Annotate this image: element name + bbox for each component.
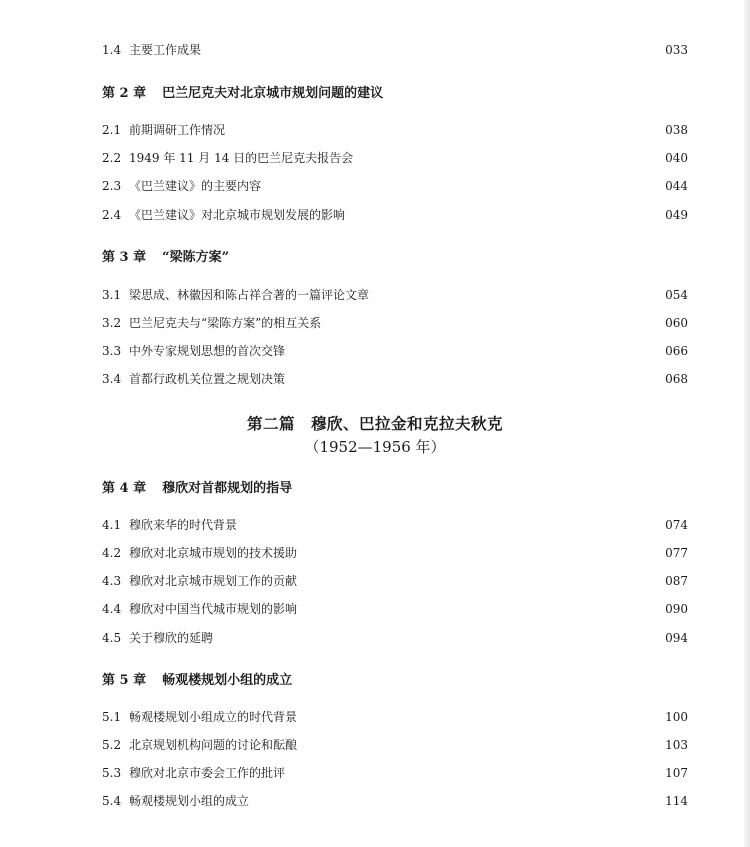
section-title: 1949 年 11 月 14 日的巴兰尼克夫报告会: [129, 151, 354, 165]
section-title: 北京规划机构问题的讨论和酝酿: [129, 738, 298, 752]
section-number: 3.3: [102, 344, 122, 358]
section-number: 4.3: [102, 574, 122, 588]
section-title: 首都行政机关位置之规划决策: [129, 372, 286, 386]
section-number: 2.1: [102, 123, 122, 137]
section-number: 4.1: [102, 518, 122, 532]
page-number: 077: [665, 546, 688, 560]
chapter-number: 第 2 章: [102, 86, 147, 101]
chapter-number: 第 3 章: [102, 250, 147, 265]
toc-entry: [102, 571, 688, 591]
section-title: 穆欣对中国当代城市规划的影响: [129, 602, 298, 616]
section-title: 穆欣对北京市委会工作的批评: [129, 766, 286, 780]
section-title: 关于穆欣的延聘: [129, 631, 214, 645]
section-number: 3.2: [102, 316, 122, 330]
section-title: 巴兰尼克夫与“梁陈方案”的相互关系: [129, 316, 322, 330]
page-number: 044: [665, 179, 688, 193]
chapter-number: 第 4 章: [102, 481, 147, 496]
toc-entry: [102, 735, 688, 755]
section-number: 2.4: [102, 208, 122, 222]
section-number: 2.2: [102, 151, 122, 165]
chapter-number: 第 5 章: [102, 673, 147, 688]
toc-entry: [102, 707, 688, 727]
chapter-title: 穆欣对首都规划的指导: [162, 481, 293, 496]
section-number: 4.2: [102, 546, 122, 560]
page-number: 087: [665, 574, 688, 588]
section-number: 5.4: [102, 794, 122, 808]
section-number: 3.1: [102, 288, 122, 302]
toc-entry: [102, 791, 688, 811]
page-number: 060: [665, 316, 688, 330]
section-number: 5.1: [102, 710, 122, 724]
toc-entry: [102, 628, 688, 648]
chapter-heading: [102, 246, 229, 270]
page-number: 054: [665, 288, 688, 302]
section-number: 4.5: [102, 631, 122, 645]
page-number: 049: [665, 208, 688, 222]
page-number: 068: [665, 372, 688, 386]
page-number: 114: [665, 794, 688, 808]
section-title: 穆欣对北京城市规划的技术援助: [129, 546, 298, 560]
chapter-title: 巴兰尼克夫对北京城市规划问题的建议: [162, 86, 384, 101]
part-2-subtitle: （1952—1956 年）: [304, 438, 446, 456]
toc-entry: [102, 599, 688, 619]
toc-entry: [102, 120, 688, 140]
chapter-heading: [102, 477, 292, 501]
section-number: 4.4: [102, 602, 122, 616]
page-number: 094: [665, 631, 688, 645]
chapter-heading: [102, 669, 292, 693]
page-number: 103: [665, 738, 688, 752]
section-number: 1.4: [102, 43, 122, 57]
section-title: 穆欣来华的时代背景: [129, 518, 238, 532]
toc-entry: [102, 285, 688, 305]
section-title: 梁思成、林徽因和陈占祥合著的一篇评论文章: [129, 288, 370, 302]
toc-entry: [102, 369, 688, 389]
toc-entry: [102, 515, 688, 535]
page-number: 107: [665, 766, 688, 780]
section-number: 5.3: [102, 766, 122, 780]
chapter-title: 畅观楼规划小组的成立: [162, 673, 293, 688]
section-title: 《巴兰建议》的主要内容: [129, 179, 262, 193]
page-number: 038: [665, 123, 688, 137]
toc-entry: [102, 176, 688, 196]
section-title: 《巴兰建议》对北京城市规划发展的影响: [129, 208, 346, 222]
part-2-title: 第二篇 穆欣、巴拉金和克拉夫秋克: [246, 414, 503, 433]
page-number: 033: [665, 43, 688, 57]
section-title: 主要工作成果: [129, 43, 202, 57]
section-title: 前期调研工作情况: [129, 123, 226, 137]
section-title: 中外专家规划思想的首次交锋: [129, 344, 286, 358]
chapter-title: “梁陈方案”: [162, 250, 230, 265]
section-title: 畅观楼规划小组的成立: [129, 794, 250, 808]
section-number: 3.4: [102, 372, 122, 386]
toc-entry: [102, 205, 688, 225]
section-number: 5.2: [102, 738, 122, 752]
section-title: 畅观楼规划小组成立的时代背景: [129, 710, 298, 724]
page-number: 066: [665, 344, 688, 358]
toc-entry: [102, 341, 688, 361]
page-number: 100: [665, 710, 688, 724]
page-number: 074: [665, 518, 688, 532]
chapter-heading: [102, 82, 383, 106]
toc-entry: [102, 40, 688, 60]
toc-entry: [102, 313, 688, 333]
page-number: 090: [665, 602, 688, 616]
toc-entry: [102, 148, 688, 168]
toc-entry: [102, 543, 688, 563]
toc-entry: [102, 763, 688, 783]
section-title: 穆欣对北京城市规划工作的贡献: [129, 574, 298, 588]
section-number: 2.3: [102, 179, 122, 193]
page-number: 040: [665, 151, 688, 165]
